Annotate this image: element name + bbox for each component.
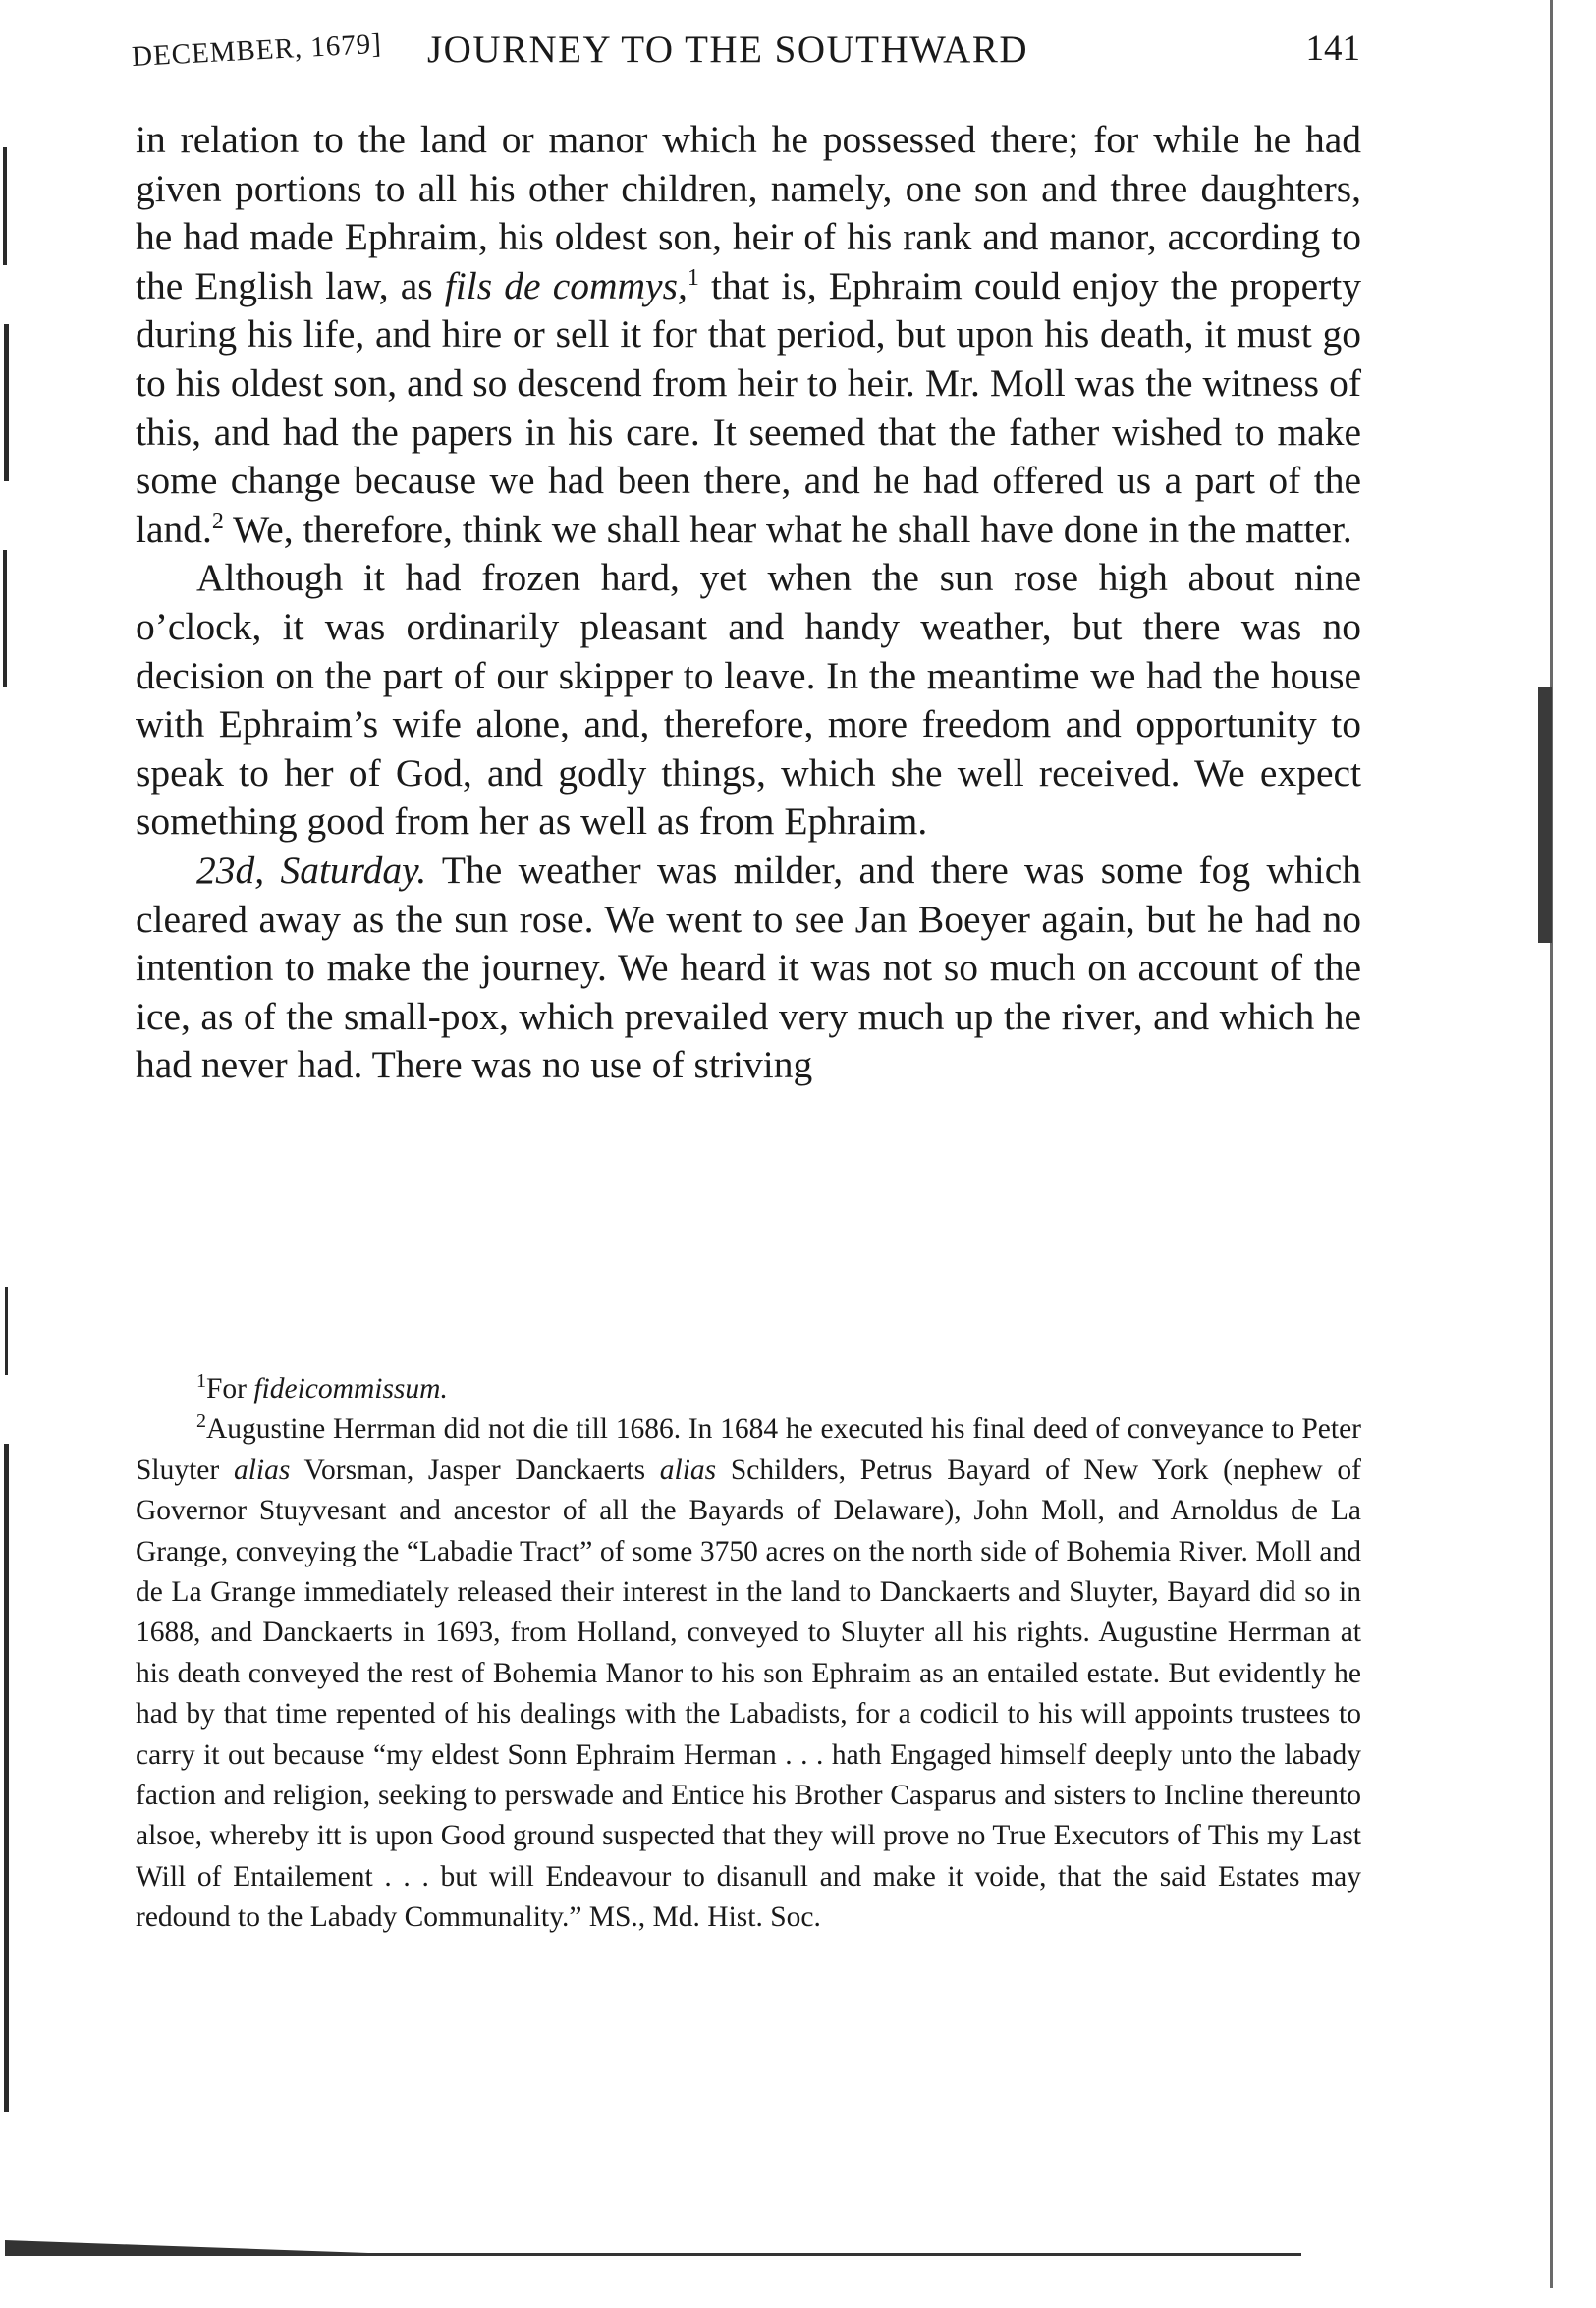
footnotes — [136, 1369, 1361, 1939]
paragraph — [136, 116, 1361, 554]
text-run: Schilders, Petrus Bayard of New York (nephew of Governor Stuyvesant and ancestor of all the Bayards of Delaware), John Moll, and Arnoldus de La Grange, conveying the “Labadie Tract” of some 3750 acres on the north side of Bohemia River. Moll and de La Grange immediately released their interest in the land to Danckaerts and Sluyter, Bayard did so in 1688, and Danckaerts in 1693, from Holland, conveyed to Sluyter all his rights. Augustine Herrman at his death conveyed the rest of Bohemia Manor to his son Ephraim as an entailed estate. But evidently he had by that time repented of his dealings with the Labadists, for a codicil to his will appoints trustees to carry it out because “my eldest Sonn Ephraim Herman . . . hath Engaged himself deeply unto the labady faction and religion, seeking to perswade and Entice his Brother Casparus and sisters to Incline thereunto alsoe, whereby itt is upon Good ground suspected that they will prove no True Executors of This my Last Will of Entailement . . . but will Endeavour to disanull and make it voide, that the said Estates may redound to the Labady Communality.” MS., Md. Hist. Soc. — [136, 1454, 1361, 1934]
italic-text: 23d, Saturday. — [196, 848, 427, 892]
text-run: in relation to the land or manor which he possessed there; for while he had given portions to all his other children, namely, one son and three daughters, he had made Ephraim, his oldest son, heir of his rank and manor, according to the English law, as — [136, 118, 1361, 307]
scan-shadow-left — [4, 1444, 9, 2112]
text-run: Vorsman, Jasper Danckaerts — [290, 1454, 660, 1486]
scan-shadow-right — [1550, 0, 1553, 2288]
scan-shadow-left — [3, 147, 7, 265]
footnote — [136, 1409, 1361, 1938]
scan-shadow-right — [1538, 687, 1552, 943]
scan-edge-line — [5, 2253, 1301, 2256]
text-run: For — [206, 1373, 254, 1404]
scan-shadow-left — [5, 1287, 8, 1375]
footnote-ref: 1 — [687, 264, 699, 291]
scan-edge-wedge — [5, 2240, 368, 2253]
text-run: Augustine Herrman did not die till 1686. In 1684 he executed his final deed of conveyance to Peter Sluyter — [136, 1413, 1361, 1486]
italic-text: fideicommissum. — [253, 1373, 448, 1404]
header-title: JOURNEY TO THE SOUTHWARD — [427, 28, 1028, 71]
footnote — [136, 1369, 1361, 1409]
paragraph — [136, 554, 1361, 847]
scan-shadow-left — [4, 324, 9, 481]
italic-text: fils de commys, — [444, 263, 688, 307]
paragraph — [136, 847, 1361, 1090]
running-header — [133, 27, 1360, 86]
scan-shadow-left — [3, 550, 7, 687]
text-run: We, therefore, think we shall hear what he shall have done in the matter. — [223, 507, 1352, 551]
text-run: Although it had frozen hard, yet when the sun rose high about nine o’clock, it was ordinarily pleasant and handy weather, but there was no decision on the part of our skipper to leave. In the meantime we had the house with Ephraim’s wife alone, and, therefore, more freedom and opportunity to speak to her of God, and godly things, which she well received. We expect something good from her as well as from Ephraim. — [136, 556, 1361, 844]
footnote-number: 2 — [196, 1410, 206, 1433]
page-number: 141 — [1305, 28, 1360, 69]
footnote-number: 1 — [196, 1370, 206, 1393]
italic-text: alias — [233, 1454, 291, 1486]
header-date: DECEMBER, 1679] — [131, 27, 383, 74]
italic-text: alias — [659, 1454, 717, 1486]
text-run: that is, Ephraim could enjoy the property during his life, and hire or sell it for that period, but upon his death, it must go to his oldest son, and so descend from heir to heir. Mr. Moll was the witness of this, and had the papers in his care. It seemed that the father wished to make some change because we had been there, and he had offered us a part of the land. — [136, 263, 1361, 551]
main-text — [136, 116, 1361, 1090]
footnote-ref: 2 — [211, 508, 224, 534]
text-run: The weather was milder, and there was some fog which cleared away as the sun rose. We went to see Jan Boeyer again, but he had no intention to make the journey. We heard it was not so much on account of the ice, as of the small-pox, which prevailed very much up the river, and which he had never had. There was no use of striving — [136, 848, 1362, 1087]
